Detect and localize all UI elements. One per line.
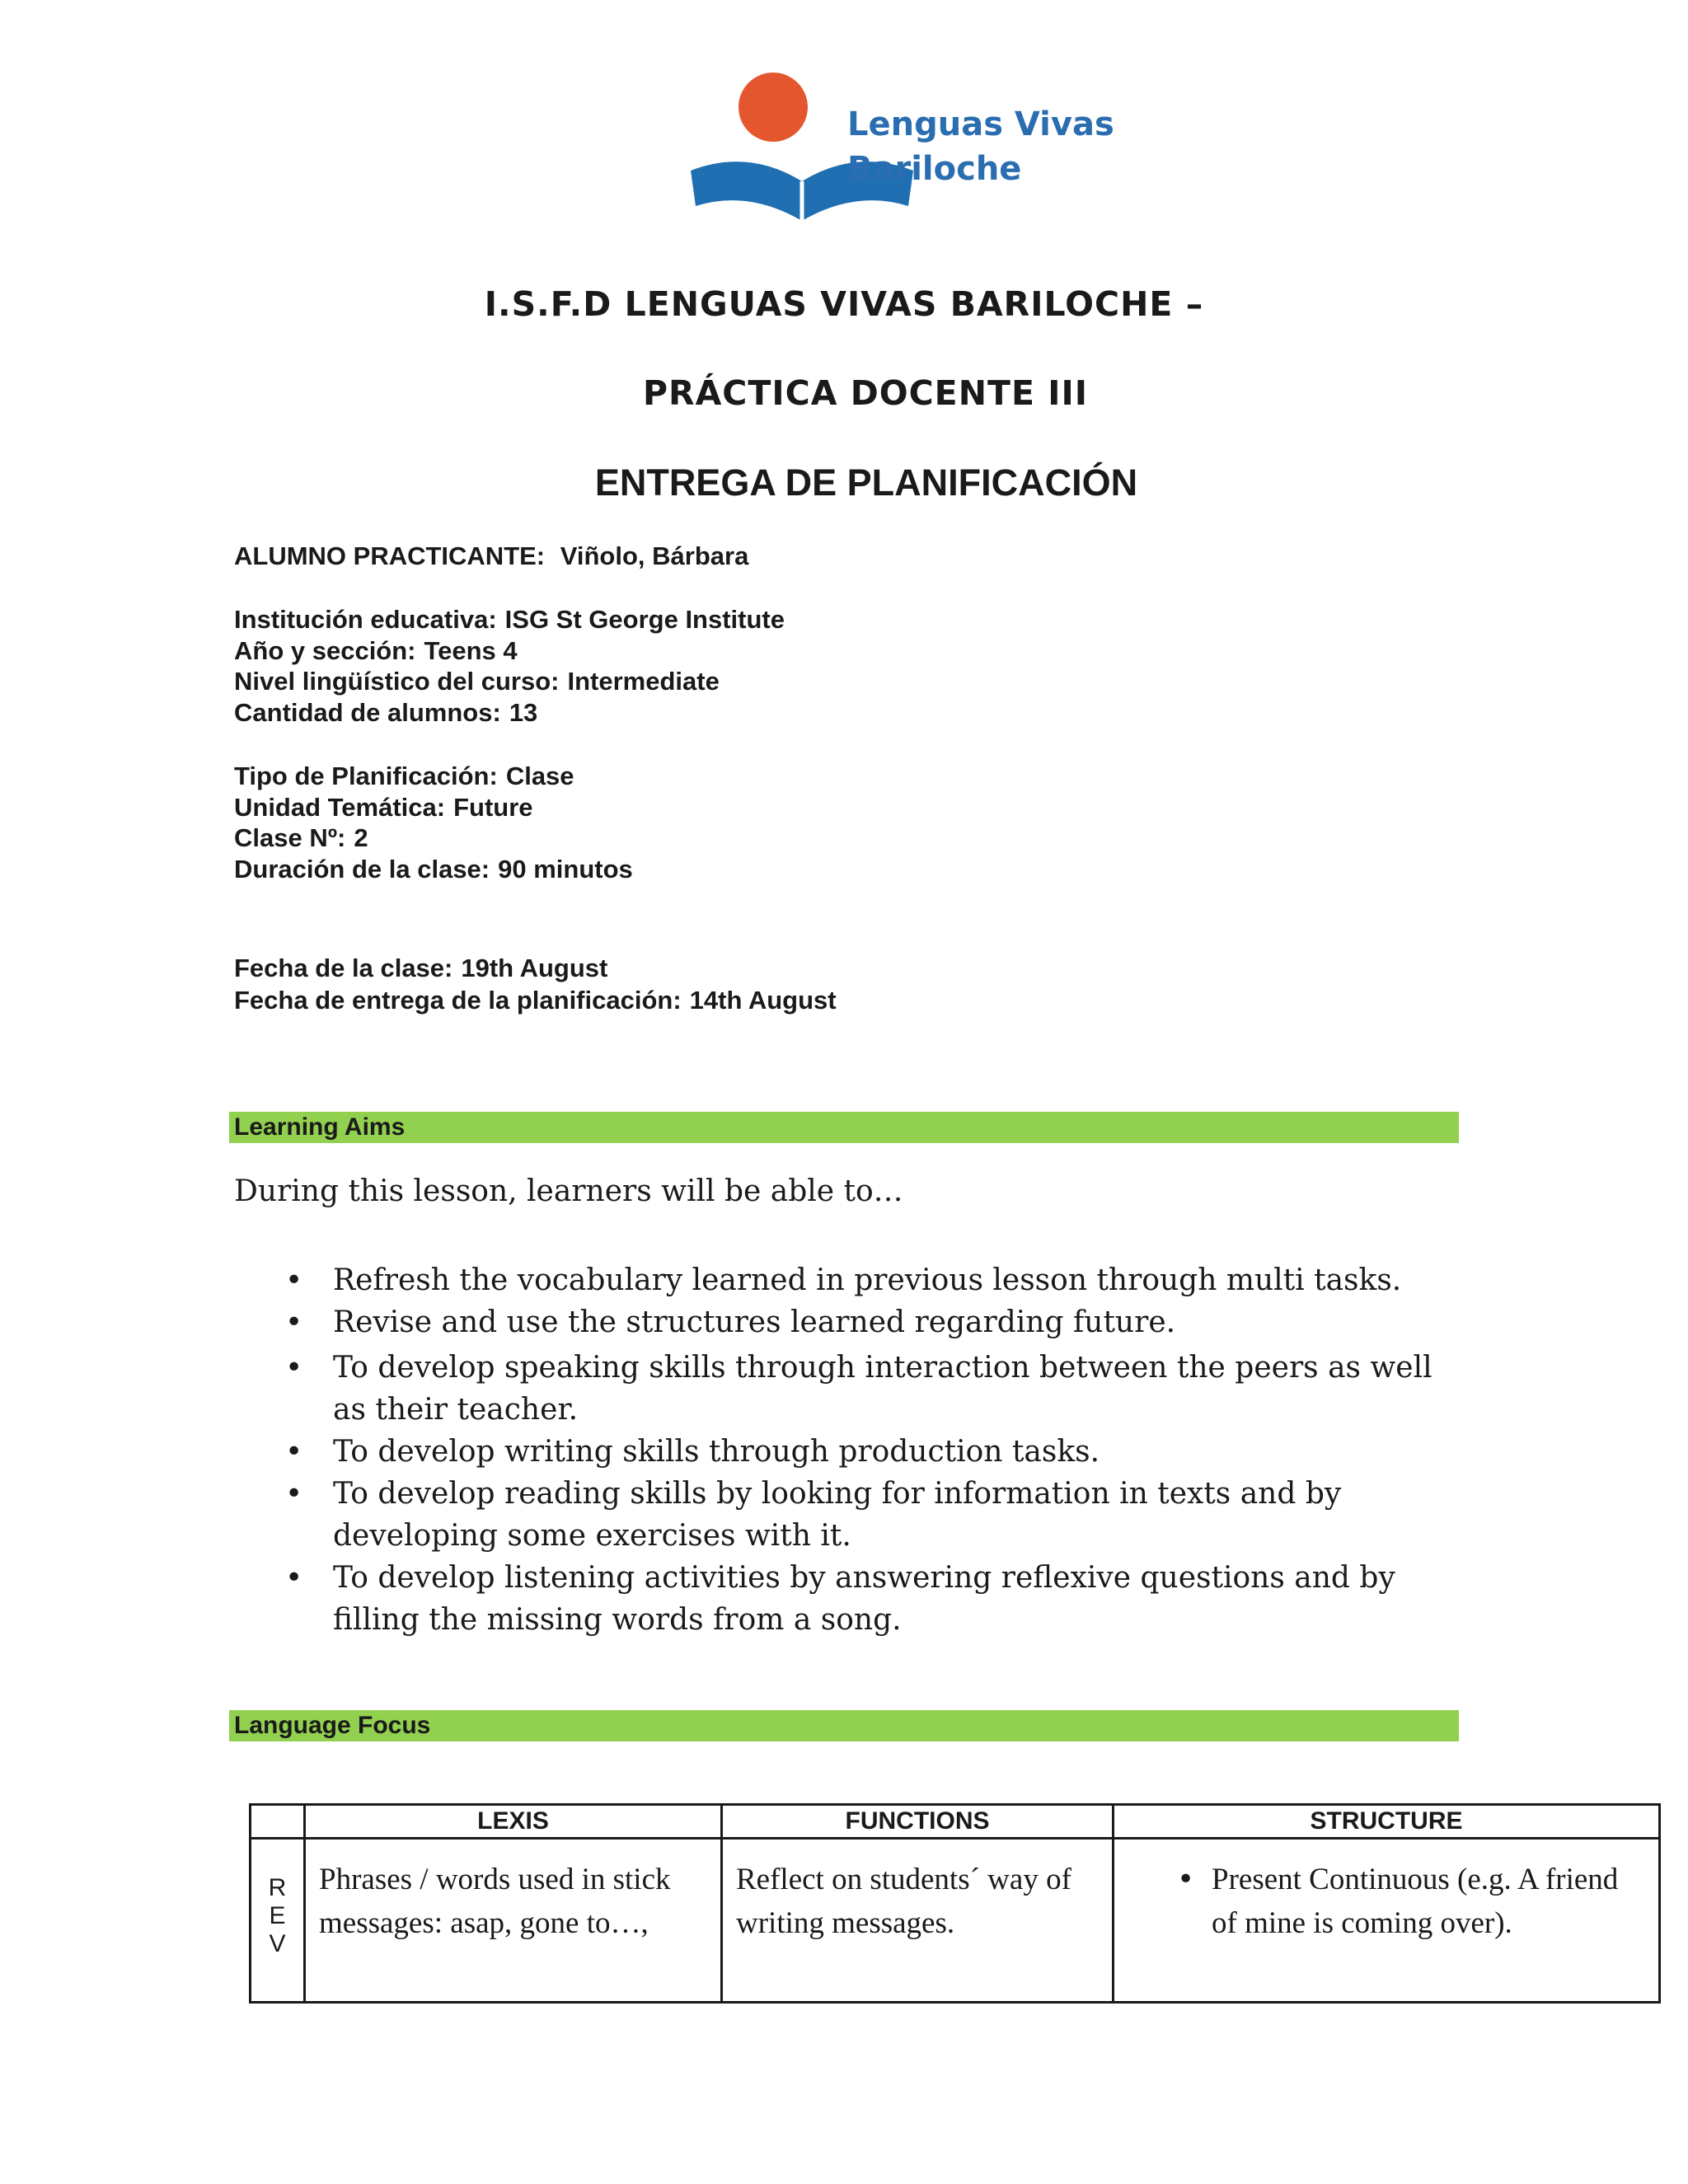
header-structure: STRUCTURE	[1114, 1805, 1660, 1839]
table-row	[251, 1839, 1660, 2003]
learning-aims-heading: Learning Aims	[229, 1112, 1459, 1143]
student-value: Viñolo, Bárbara	[560, 541, 749, 570]
delivery-value: 14th August	[689, 986, 837, 1015]
count-value: 13	[509, 698, 538, 727]
bullet-icon: •	[285, 1561, 303, 1595]
table-header-row	[251, 1805, 1660, 1839]
course-title: PRÁCTICA DOCENTE III	[642, 373, 1089, 413]
bullet-icon: •	[285, 1435, 303, 1469]
info-count	[234, 697, 537, 729]
class-label: Clase Nº:	[234, 823, 346, 852]
bullet-icon: •	[285, 1477, 303, 1511]
list-item	[234, 1431, 1470, 1473]
year-label: Año y sección:	[234, 636, 416, 665]
info-duration	[234, 854, 633, 885]
logo-book-left	[691, 162, 802, 221]
info-unit	[234, 792, 533, 823]
aims-intro: During this lesson, learners will be able to…	[234, 1174, 903, 1208]
aim-text: To develop writing skills through production tasks.	[333, 1435, 1100, 1469]
type-value: Clase	[505, 762, 574, 790]
language-focus-heading: Language Focus	[229, 1710, 1459, 1741]
bullet-icon: •	[285, 1263, 303, 1297]
aim-text: To develop reading skills by looking for information in texts and by developing some exercises with it.	[333, 1477, 1342, 1553]
logo-line-1: Lenguas Vivas	[847, 105, 1114, 143]
info-level	[234, 666, 720, 697]
aim-text: To develop listening activities by answering reflexive questions and by filling the missing words from a song.	[333, 1561, 1395, 1637]
unit-label: Unidad Temática:	[234, 793, 446, 822]
language-focus-table	[249, 1803, 1661, 2004]
list-item	[234, 1557, 1470, 1641]
institution-logo	[691, 68, 1114, 237]
duration-value: 90 minutos	[498, 855, 633, 883]
aim-text: To develop speaking skills through interaction between the peers as well as their teacher.	[333, 1351, 1432, 1427]
count-label: Cantidad de alumnos:	[234, 698, 501, 727]
list-item	[234, 1259, 1470, 1301]
institution-title: I.S.F.D LENGUAS VIVAS BARILOCHE –	[484, 284, 1204, 324]
cell-lexis: Phrases / words used in stick messages: asap, gone to…,	[305, 1839, 722, 2003]
list-item	[234, 1301, 1470, 1343]
institution-value: ISG St George Institute	[504, 605, 785, 634]
year-value: Teens 4	[424, 636, 518, 665]
bullet-icon: •	[285, 1351, 303, 1385]
date-label: Fecha de la clase:	[234, 954, 453, 982]
row-label-letter: E	[269, 1902, 286, 1929]
list-item	[234, 1347, 1470, 1431]
institution-label: Institución educativa:	[234, 605, 497, 634]
level-value: Intermediate	[567, 667, 720, 696]
row-label-letter: V	[269, 1930, 286, 1957]
info-type	[234, 761, 574, 792]
duration-label: Duración de la clase:	[234, 855, 490, 883]
list-item	[234, 1473, 1470, 1557]
logo-graphic	[691, 68, 1114, 237]
level-label: Nivel lingüístico del curso:	[234, 667, 560, 696]
header-row-label	[251, 1805, 305, 1839]
document-title: ENTREGA DE PLANIFICACIÓN	[594, 462, 1138, 504]
aim-text: Revise and use the structures learned regarding future.	[333, 1305, 1176, 1339]
bullet-icon: •	[1177, 1863, 1195, 1896]
info-institution	[234, 604, 785, 635]
info-student	[234, 541, 748, 572]
type-label: Tipo de Planificación:	[234, 762, 498, 790]
structure-text: Present Continuous (e.g. A friend of mine is coming over).	[1212, 1863, 1619, 1940]
cell-functions: Reflect on students´ way of writing messages.	[722, 1839, 1114, 2003]
logo-sun	[738, 73, 808, 142]
aim-text: Refresh the vocabulary learned in previous lesson through multi tasks.	[333, 1263, 1402, 1297]
info-year	[234, 635, 518, 667]
info-class	[234, 823, 368, 854]
header-functions: FUNCTIONS	[722, 1805, 1114, 1839]
student-label: ALUMNO PRACTICANTE:	[234, 541, 546, 570]
logo-line-2: Bariloche	[847, 150, 1022, 188]
aims-list	[234, 1259, 1470, 1641]
class-value: 2	[354, 823, 368, 852]
bullet-icon: •	[285, 1305, 303, 1339]
unit-value: Future	[453, 793, 533, 822]
cell-structure	[1114, 1839, 1660, 2003]
row-label-rev	[251, 1839, 305, 2003]
delivery-label: Fecha de entrega de la planificación:	[234, 986, 682, 1015]
info-date	[234, 953, 607, 984]
info-delivery	[234, 985, 837, 1016]
row-label-letter: R	[268, 1874, 287, 1901]
date-value: 19th August	[461, 954, 608, 982]
header-lexis: LEXIS	[305, 1805, 722, 1839]
